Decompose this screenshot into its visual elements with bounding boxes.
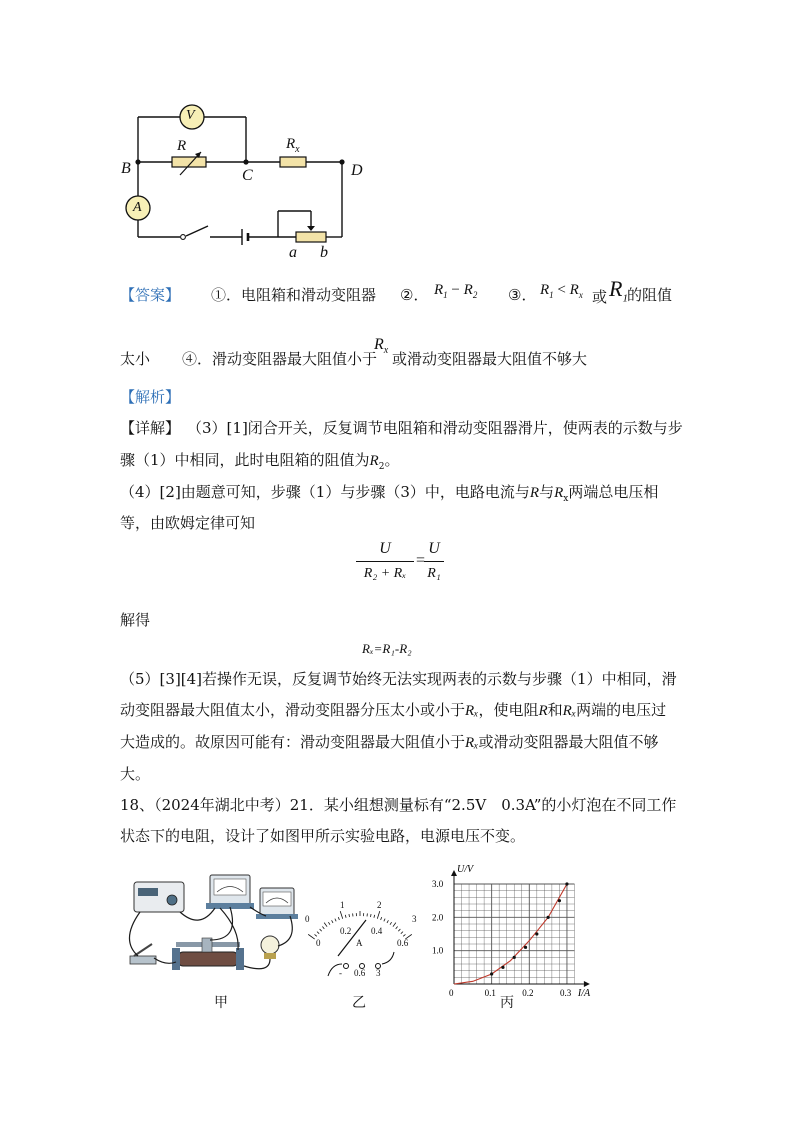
dial-tick: [377, 911, 379, 919]
answer-item-4-rx: $R_x$: [374, 336, 389, 357]
eq-numerator-right: U: [428, 540, 440, 557]
dial-top-3: 3: [412, 914, 417, 924]
answer-item-1: ①．电阻箱和滑动变阻器: [211, 286, 377, 304]
answer-item-3-big-r: $R_1$: [609, 276, 628, 305]
dial-bottom-0: 0: [316, 938, 321, 948]
node-dot-d: [339, 159, 344, 164]
voltmeter-label: V: [186, 108, 195, 123]
answer-line2-head: 太小: [120, 350, 151, 368]
dial-top-2: 2: [377, 900, 382, 910]
node-d-label: D: [351, 162, 363, 179]
figure-bing-label: 丙: [500, 995, 514, 1011]
analysis-p3-line2: 动变阻器最大阻值太小，滑动变阻器分压太小或小于Rₓ，使电阻R和Rₓ两端的电压过: [120, 701, 667, 719]
dial-tick: [328, 922, 330, 925]
node-b-label: B: [121, 160, 131, 177]
solve-label: 解得: [120, 611, 151, 629]
answer-item-4: ④．滑动变阻器最大阻值小于: [182, 350, 378, 368]
answer-item-3-expr: $R_1 < R_x$: [540, 282, 583, 300]
dial-tick: [349, 914, 350, 917]
dial-tick: [398, 929, 400, 931]
node-a-label: a: [289, 244, 297, 261]
analysis-p3-line3: 大造成的。故原因可能有：滑动变阻器最大阻值小于Rₓ或滑动变阻器最大阻值不够: [120, 733, 659, 751]
data-point: [558, 899, 561, 902]
resistor-rx-symbol: [280, 157, 306, 167]
dial-tick: [403, 934, 405, 936]
data-point: [501, 966, 504, 969]
dial-tick: [387, 920, 388, 923]
x-tick-label: 0.2: [522, 988, 534, 998]
dial-bottom-0.4: 0.4: [371, 926, 383, 936]
dial-tick: [317, 932, 319, 934]
dial-tick: [322, 927, 324, 929]
figure-jia-label: 甲: [214, 995, 228, 1011]
data-point: [490, 972, 493, 975]
dial-tick: [340, 911, 342, 919]
answer-tag: 【答案】: [120, 286, 181, 304]
analysis-p1-line1: （3）[1]闭合开关，反复调节电阻箱和滑动变阻器滑片，使两表的示数与步: [187, 419, 683, 437]
apparatus-figure: [120, 870, 300, 985]
dial-bottom-0.6: 0.6: [397, 938, 409, 948]
answer-item-3-tail: 的阻值: [627, 286, 673, 304]
terminal-minus: -: [339, 968, 342, 978]
data-point: [513, 956, 516, 959]
dial-unit: A: [356, 938, 363, 948]
y-tick-label: 2.0: [432, 912, 444, 923]
dial-tick: [335, 919, 336, 922]
eq-fraction-bar-right: [424, 561, 444, 562]
figure-yi-label: 乙: [352, 995, 366, 1011]
analysis-p3-line4: 大。: [120, 765, 151, 783]
eq-numerator-left: U: [379, 540, 391, 557]
resistor-r-label: R: [177, 138, 187, 154]
dial-tick: [384, 919, 385, 922]
analysis-tag: 【解析】: [120, 388, 181, 406]
data-point: [547, 916, 550, 919]
detail-tag: 【详解】: [120, 419, 181, 437]
dial-tick: [370, 914, 371, 917]
answer-item-3-num: ③．: [508, 286, 537, 304]
x-tick-label: 0: [449, 988, 454, 998]
node-dot-b: [135, 159, 140, 164]
result-equation: Rₓ=R₁-R₂: [362, 641, 412, 656]
dial-tick: [332, 920, 333, 923]
dial-tick: [320, 929, 322, 931]
dial-top-0: 0: [305, 914, 310, 924]
node-c-label: C: [242, 167, 253, 184]
q18-line1: 18、（2024年湖北中考）21．某小组想测量标有“2.5V 0.3A”的小灯泡在不同工作: [120, 796, 677, 814]
dial-tick: [338, 917, 339, 920]
data-point: [565, 882, 568, 885]
q18-line2: 状态下的电阻，设计了如图甲所示实验电路，电源电压不变。: [120, 827, 526, 845]
analysis-p3-line1: （5）[3][4]若操作无误，反复调节始终无法实现两表的示数与步骤（1）中相同，滑: [120, 670, 677, 688]
dial-tick: [324, 923, 327, 927]
resistor-rx-label: $R_x$: [286, 136, 300, 155]
analysis-p2-line1: （4）[2]由题意可知，步骤（1）与步骤（3）中，电路电流与R与$R_x$两端总电压相: [120, 483, 659, 504]
y-tick-label: 1.0: [432, 945, 444, 956]
dial-tick: [390, 922, 392, 925]
analysis-p2-line2: 等，由欧姆定律可知: [120, 514, 256, 532]
data-point: [535, 932, 538, 935]
terminal-3: 3: [376, 968, 381, 978]
circuit-diagram: [110, 95, 370, 265]
node-dot-c: [243, 159, 248, 164]
dial-tick: [345, 915, 346, 918]
u-i-curve: [454, 884, 567, 984]
analysis-p1-line2: 骤（1）中相同，此时电阻箱的阻值为$R_2$。: [120, 451, 400, 472]
node-b-lower-label: b: [320, 244, 328, 261]
y-tick-label: 3.0: [432, 879, 444, 889]
terminal-0.6: 0.6: [354, 968, 366, 978]
answer-item-2-expr: $R_1 - R_2$: [434, 282, 478, 300]
answer-item-3-or: 或: [592, 288, 608, 306]
dial-top-1: 1: [340, 900, 345, 910]
dial-tick: [315, 934, 317, 936]
answer-item-4-tail: 或滑动变阻器最大阻值不够大: [392, 350, 588, 368]
dial-tick: [393, 923, 396, 927]
dial-tick: [308, 934, 314, 939]
dial-tick: [401, 932, 403, 934]
eq-denominator-left: R₂ + Rₓ: [363, 566, 407, 581]
dial-tick: [396, 927, 398, 929]
eq-equals: =: [416, 552, 426, 569]
x-tick-label: 0.1: [484, 988, 496, 998]
x-axis-label: I/A: [577, 988, 591, 998]
dial-bottom-0.2: 0.2: [340, 926, 352, 936]
x-axis-arrow: [584, 981, 590, 987]
eq-denominator-right: R₁: [427, 566, 441, 581]
eq-fraction-bar-left: [356, 561, 414, 562]
u-i-chart: [430, 858, 600, 998]
x-tick-label: 0.3: [559, 988, 572, 998]
dial-tick: [381, 917, 382, 920]
dial-tick: [374, 915, 375, 918]
ammeter-label: A: [133, 200, 142, 215]
y-axis-label: U/V: [457, 864, 474, 875]
data-point: [524, 946, 527, 949]
answer-item-2-num: ②．: [400, 286, 429, 304]
rheostat-symbol: [296, 232, 326, 242]
